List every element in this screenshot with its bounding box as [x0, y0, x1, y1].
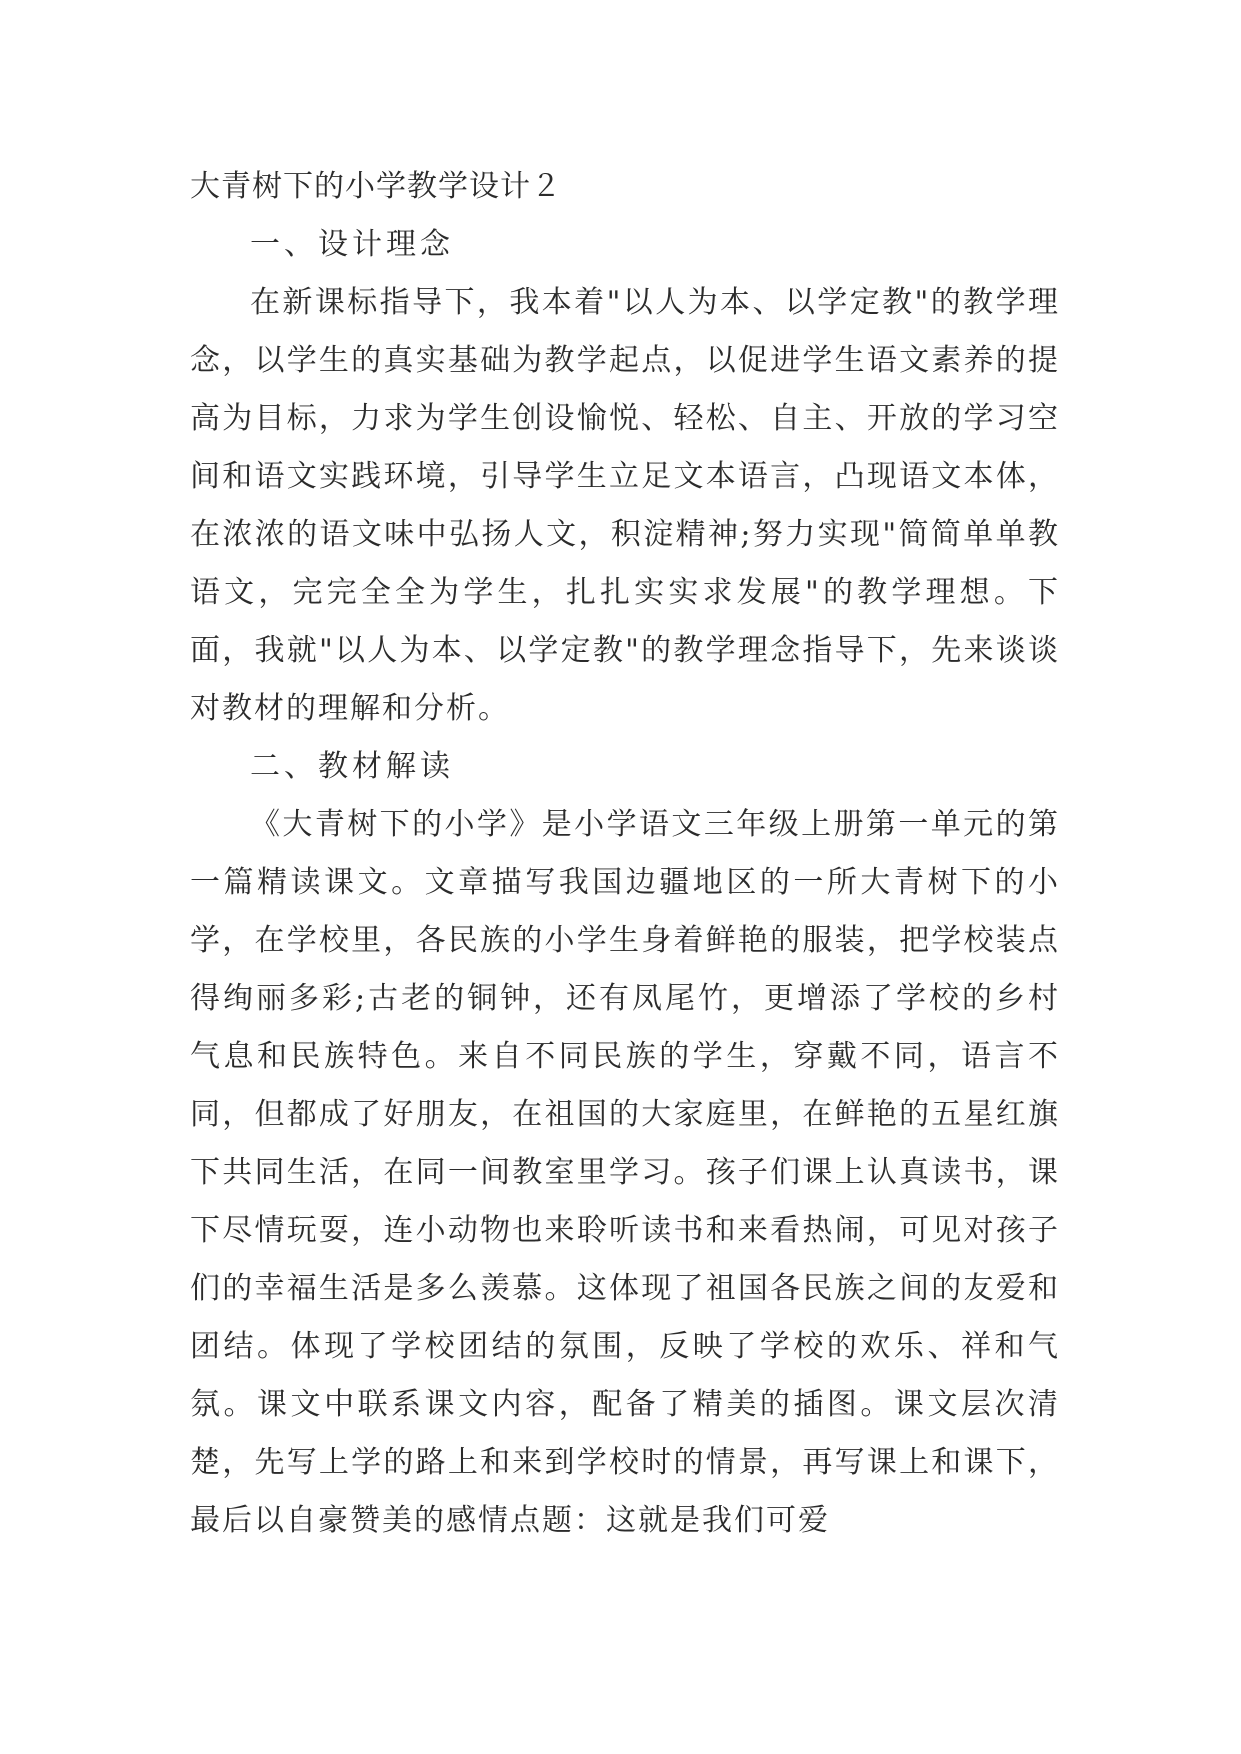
section-heading-design-concept: 一、设计理念 [250, 227, 454, 262]
section-paragraph-design-concept: 在新课标指导下，我本着"以人为本、以学定教"的教学理念，以学生的真实基础为教学起点，以促进学生语文素养的提高为目标，力求为学生创设愉悦、轻松、自主、开放的学习空间和语文实践环境，引导学生立足文本语言，凸现语文本体，在浓浓的语文味中弘扬人文，积淀精神;努力实现"简简单单教语文，完完全全为学生，扎扎实实求发展"的教学理想。下面，我就"以人为本、以学定教"的教学理念指导下，先来谈谈对教材的理解和分析。 [190, 285, 1060, 726]
document-body [190, 158, 1060, 1550]
document-title: 大青树下的小学教学设计２ [190, 169, 562, 204]
section-heading-textbook-analysis: 二、教材解读 [250, 749, 454, 784]
section-paragraph-textbook-analysis: 《大青树下的小学》是小学语文三年级上册第一单元的第一篇精读课文。文章描写我国边疆地区的一所大青树下的小学，在学校里，各民族的小学生身着鲜艳的服装，把学校装点得绚丽多彩;古老的铜钟，还有凤尾竹，更增添了学校的乡村气息和民族特色。来自不同民族的学生，穿戴不同，语言不同，但都成了好朋友，在祖国的大家庭里，在鲜艳的五星红旗下共同生活，在同一间教室里学习。孩子们课上认真读书，课下尽情玩耍，连小动物也来聆听读书和来看热闹，可见对孩子们的幸福生活是多么羡慕。这体现了祖国各民族之间的友爱和团结。体现了学校团结的氛围，反映了学校的欢乐、祥和气氛。课文中联系课文内容，配备了精美的插图。课文层次清楚，先写上学的路上和来到学校时的情景，再写课上和课下，最后以自豪赞美的感情点题：这就是我们可爱 [190, 807, 1060, 1538]
